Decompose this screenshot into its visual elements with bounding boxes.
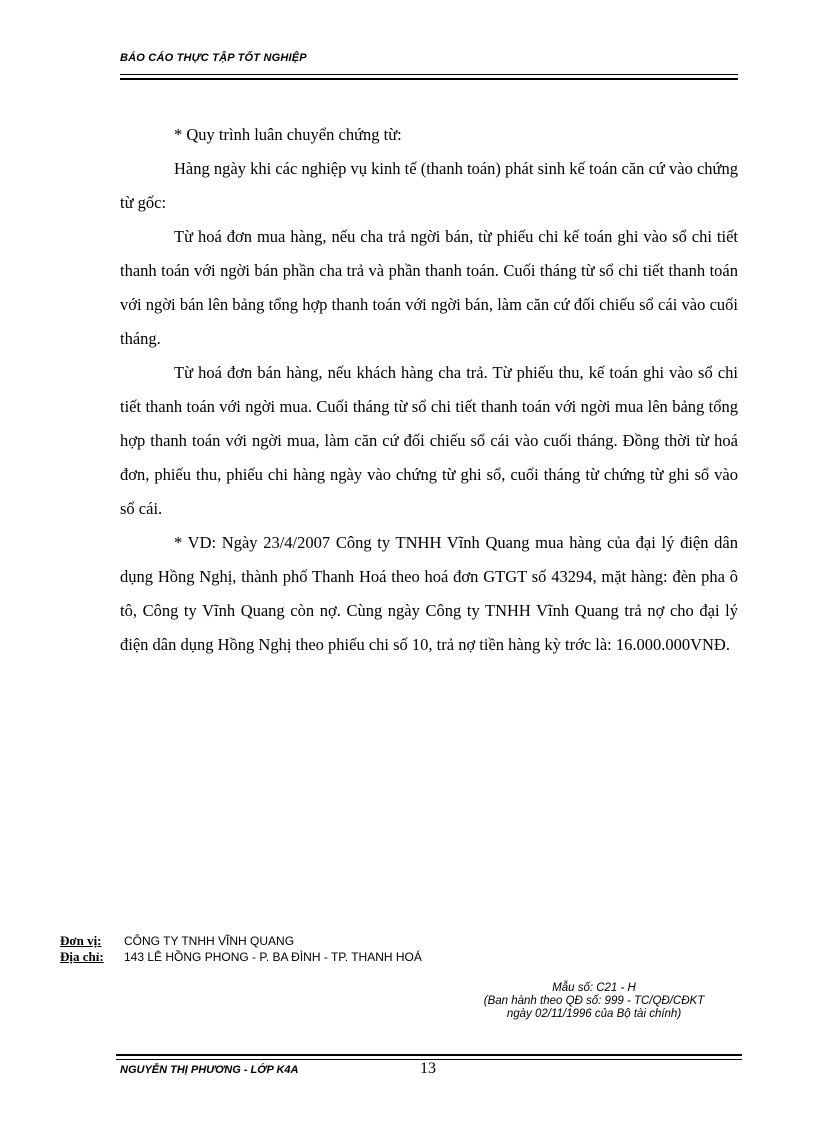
address-value: 143 LÊ HỒNG PHONG - P. BA ĐÌNH - TP. THANH HOÁ [124, 950, 422, 964]
address-row [60, 949, 422, 965]
document-body [120, 118, 738, 662]
address-label: Địa chỉ: [60, 949, 104, 964]
paragraph-sales-flow: Từ hoá đơn bán hàng, nếu khách hàng cha trả. Từ phiếu thu, kế toán ghi vào sổ chi tiết thanh toán với ngời mua. Cuối tháng từ sổ chi tiết thanh toán với ngời mua lên bảng tổng hợp thanh toán với ngời mua, làm căn cứ đối chiếu sổ cái vào cuối tháng. Đồng thời từ hoá đơn, phiếu thu, phiếu chi hàng ngày vào chứng từ ghi sổ, cuối tháng từ chứng từ ghi sổ vào sổ cái. [120, 363, 738, 518]
footer-author: NGUYỄN THỊ PHƯƠNG - LỚP K4A [120, 1064, 299, 1076]
unit-value: CÔNG TY TNHH VĨNH QUANG [124, 934, 295, 948]
organization-info [60, 933, 422, 965]
form-reference [444, 982, 744, 1021]
page-number: 13 [420, 1060, 436, 1077]
page-header-title: BÁO CÁO THỰC TẬP TỐT NGHIỆP [120, 52, 307, 64]
paragraph-procedure-heading: * Quy trình luân chuyển chứng từ: [174, 125, 402, 144]
unit-row [60, 933, 422, 949]
footer-rule-thick [116, 1054, 742, 1056]
unit-label: Đơn vị: [60, 933, 102, 948]
form-decision: (Ban hành theo QĐ số: 999 - TC/QĐ/CĐKT [483, 995, 705, 1007]
paragraph-purchase-flow: Từ hoá đơn mua hàng, nếu cha trả ngời bán, từ phiếu chi kế toán ghi vào sổ chi tiết thanh toán với ngời bán phần cha trả và phần thanh toán. Cuối tháng từ sổ chi tiết thanh toán với ngời bán lên bảng tổng hợp thanh toán với ngời bán, làm căn cứ đối chiếu sổ cái vào cuối tháng. [120, 227, 738, 348]
form-number: Mẫu số: C21 - H [552, 982, 636, 994]
paragraph-example: * VD: Ngày 23/4/2007 Công ty TNHH Vĩnh Quang mua hàng của đại lý điện dân dụng Hồng Nghị, thành phố Thanh Hoá theo hoá đơn GTGT số 43294, mặt hàng: đèn pha ô tô, Công ty Vĩnh Quang còn nợ. Cùng ngày Công ty TNHH Vĩnh Quang trả nợ cho đại lý điện dân dụng Hồng Nghị theo phiếu chi số 10, trả nợ tiền hàng kỳ trớc là: 16.000.000VNĐ. [120, 533, 738, 654]
header-rule-thin [120, 74, 738, 75]
form-date: ngày 02/11/1996 của Bộ tài chính) [506, 1008, 682, 1020]
paragraph-intro: Hàng ngày khi các nghiệp vụ kinh tế (thanh toán) phát sinh kế toán căn cứ vào chứng từ gốc: [120, 159, 738, 212]
header-rule-thick [120, 78, 738, 80]
